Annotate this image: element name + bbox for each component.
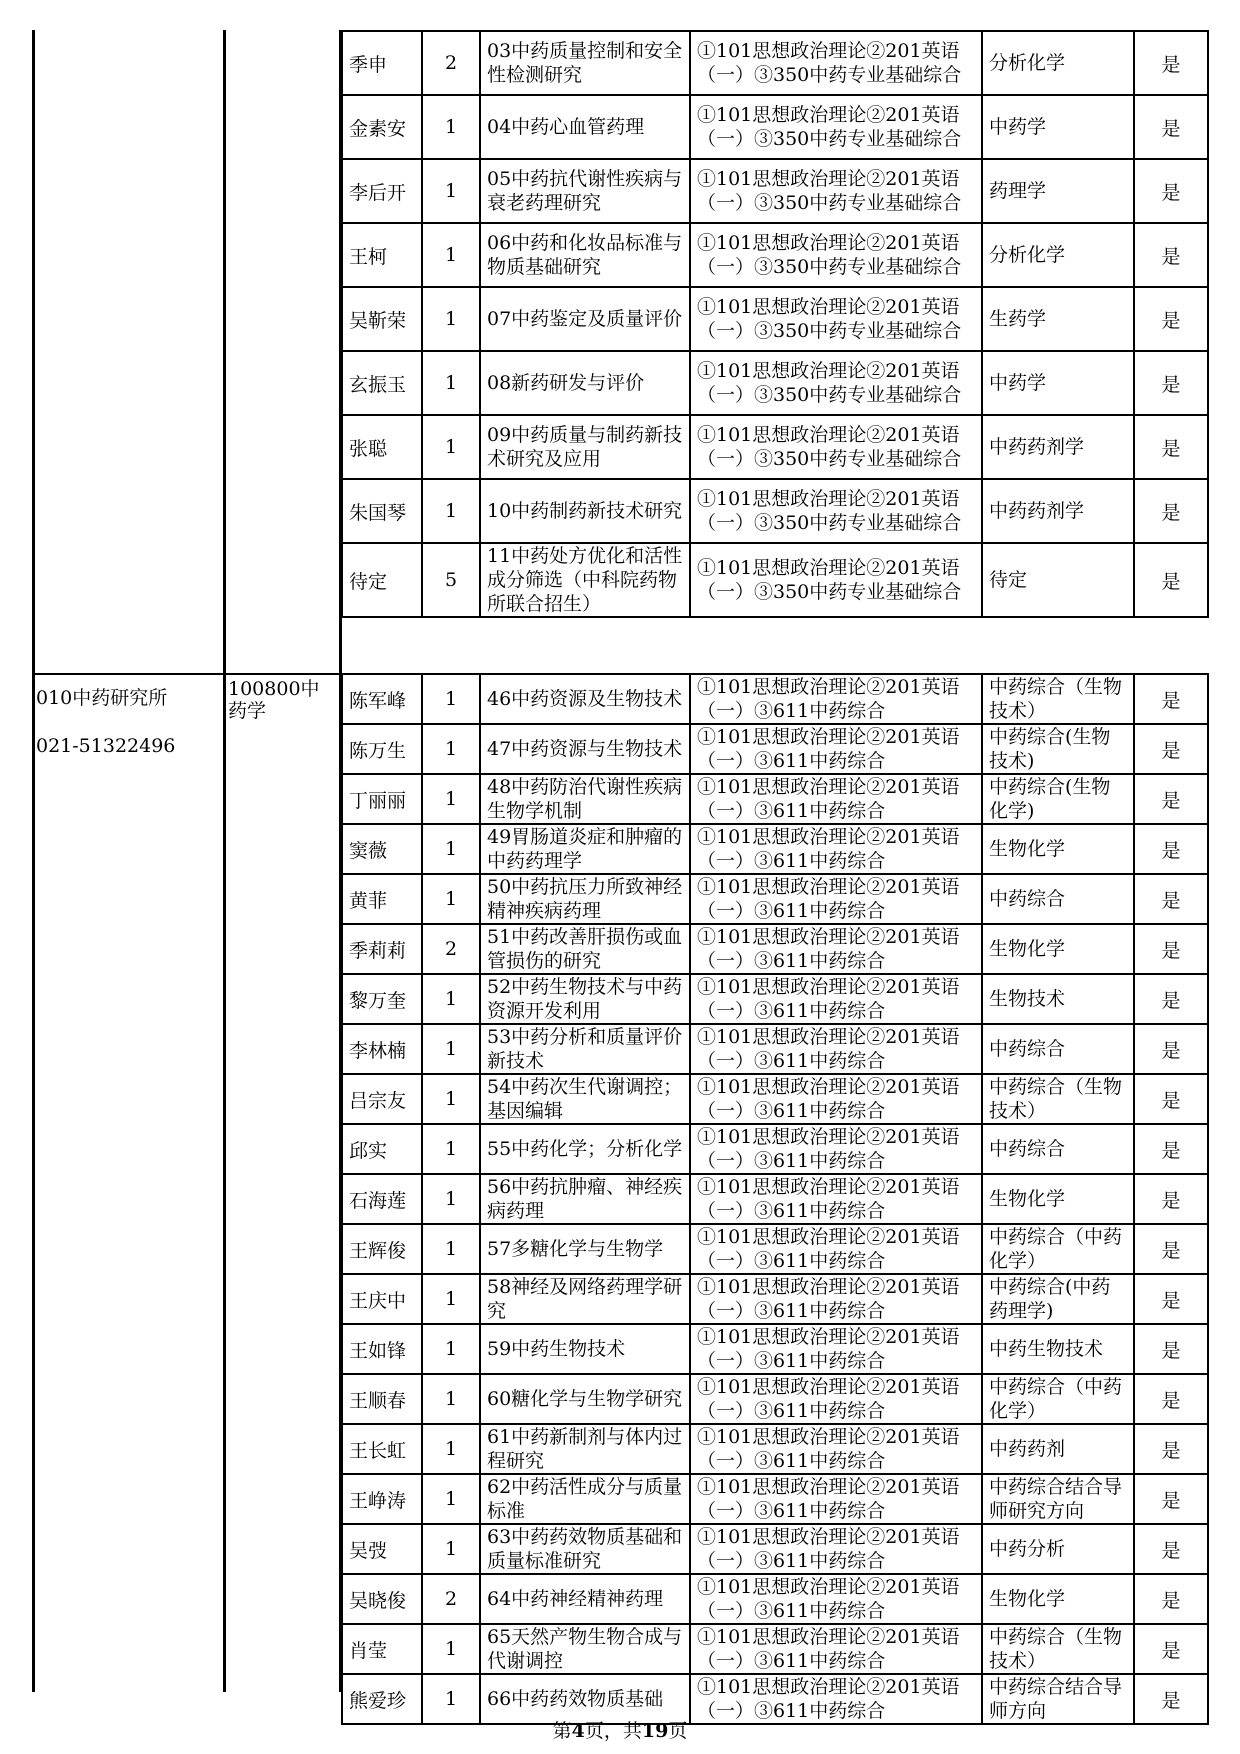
research-direction: 54中药次生代谢调控；基因编辑 (480, 1074, 690, 1124)
advisor-name: 朱国琴 (342, 479, 422, 543)
footer-text: 第 (552, 1720, 572, 1742)
enrollment-flag: 是 (1134, 1124, 1208, 1174)
enrollment-flag: 是 (1134, 223, 1208, 287)
research-direction: 64中药神经精神药理 (480, 1574, 690, 1624)
enrollment-flag: 是 (1134, 1274, 1208, 1324)
advisor-name: 陈军峰 (342, 674, 422, 724)
page-footer (0, 1716, 1240, 1743)
retest-subject: 中药学 (982, 351, 1134, 415)
exam-subjects: ①101思想政治理论②201英语（一）③350中药专业基础综合 (690, 159, 982, 223)
research-direction: 59中药生物技术 (480, 1324, 690, 1374)
retest-subject: 药理学 (982, 159, 1134, 223)
quota-count: 1 (422, 223, 480, 287)
advisor-name: 吕宗友 (342, 1074, 422, 1124)
advisor-name: 吴晓俊 (342, 1574, 422, 1624)
page-total: 19 (641, 1720, 669, 1742)
quota-count: 1 (422, 159, 480, 223)
enrollment-flag: 是 (1134, 31, 1208, 95)
exam-subjects: ①101思想政治理论②201英语（一）③611中药综合 (690, 1674, 982, 1724)
research-direction: 53中药分析和质量评价新技术 (480, 1024, 690, 1074)
retest-subject: 中药分析 (982, 1524, 1134, 1574)
quota-count: 1 (422, 724, 480, 774)
quota-count: 1 (422, 1124, 480, 1174)
quota-count: 1 (422, 1674, 480, 1724)
quota-count: 1 (422, 824, 480, 874)
enrollment-flag: 是 (1134, 415, 1208, 479)
advisor-name: 陈万生 (342, 724, 422, 774)
table-top (341, 30, 1209, 618)
table-row (342, 824, 1208, 874)
retest-subject: 生物化学 (982, 924, 1134, 974)
exam-subjects: ①101思想政治理论②201英语（一）③350中药专业基础综合 (690, 479, 982, 543)
enrollment-flag: 是 (1134, 1624, 1208, 1674)
enrollment-flag: 是 (1134, 479, 1208, 543)
advisor-name: 吴弢 (342, 1524, 422, 1574)
dept-phone: 021-51322496 (36, 735, 176, 757)
advisor-name: 季莉莉 (342, 924, 422, 974)
research-direction: 50中药抗压力所致神经精神疾病药理 (480, 874, 690, 924)
retest-subject: 分析化学 (982, 223, 1134, 287)
table-row (342, 1174, 1208, 1224)
table-row (342, 95, 1208, 159)
exam-subjects: ①101思想政治理论②201英语（一）③611中药综合 (690, 1374, 982, 1424)
retest-subject: 中药生物技术 (982, 1324, 1134, 1374)
advisor-name: 张聪 (342, 415, 422, 479)
exam-subjects: ①101思想政治理论②201英语（一）③611中药综合 (690, 1474, 982, 1524)
table-row (342, 1324, 1208, 1374)
retest-subject: 分析化学 (982, 31, 1134, 95)
retest-subject: 生物化学 (982, 1574, 1134, 1624)
research-direction: 06中药和化妆品标准与物质基础研究 (480, 223, 690, 287)
exam-subjects: ①101思想政治理论②201英语（一）③611中药综合 (690, 1224, 982, 1274)
advisor-name: 季申 (342, 31, 422, 95)
enrollment-flag: 是 (1134, 1574, 1208, 1624)
quota-count: 1 (422, 351, 480, 415)
col-divider-line (223, 30, 226, 1692)
advisor-name: 金素安 (342, 95, 422, 159)
enrollment-flag: 是 (1134, 1324, 1208, 1374)
research-direction: 51中药改善肝损伤或血管损伤的研究 (480, 924, 690, 974)
quota-count: 1 (422, 479, 480, 543)
advisor-name: 邱实 (342, 1124, 422, 1174)
enrollment-flag: 是 (1134, 1224, 1208, 1274)
exam-subjects: ①101思想政治理论②201英语（一）③350中药专业基础综合 (690, 223, 982, 287)
section-divider (32, 673, 341, 675)
table-row (342, 1574, 1208, 1624)
dept-name: 010中药研究所 (36, 687, 168, 709)
enrollment-flag: 是 (1134, 1524, 1208, 1574)
table-row (342, 724, 1208, 774)
exam-subjects: ①101思想政治理论②201英语（一）③611中药综合 (690, 1424, 982, 1474)
table-row (342, 874, 1208, 924)
exam-subjects: ①101思想政治理论②201英语（一）③611中药综合 (690, 674, 982, 724)
exam-subjects: ①101思想政治理论②201英语（一）③350中药专业基础综合 (690, 415, 982, 479)
retest-subject: 中药综合 (982, 874, 1134, 924)
research-direction: 57多糖化学与生物学 (480, 1224, 690, 1274)
research-direction: 08新药研发与评价 (480, 351, 690, 415)
advisor-name: 王长虹 (342, 1424, 422, 1474)
exam-subjects: ①101思想政治理论②201英语（一）③611中药综合 (690, 1124, 982, 1174)
research-direction: 48中药防治代谢性疾病生物学机制 (480, 774, 690, 824)
page-number: 4 (571, 1720, 585, 1742)
quota-count: 1 (422, 1224, 480, 1274)
table-row (342, 159, 1208, 223)
exam-subjects: ①101思想政治理论②201英语（一）③611中药综合 (690, 774, 982, 824)
footer-text: 页 (668, 1720, 688, 1742)
advisor-name: 王顺春 (342, 1374, 422, 1424)
research-direction: 63中药药效物质基础和质量标准研究 (480, 1524, 690, 1574)
advisor-name: 石海莲 (342, 1174, 422, 1224)
enrollment-flag: 是 (1134, 974, 1208, 1024)
advisor-name: 窦薇 (342, 824, 422, 874)
retest-subject: 中药综合(生物化学) (982, 774, 1134, 824)
enrollment-flag: 是 (1134, 1474, 1208, 1524)
table-row (342, 31, 1208, 95)
research-direction: 10中药制药新技术研究 (480, 479, 690, 543)
table-row (342, 1374, 1208, 1424)
table-row (342, 674, 1208, 724)
exam-subjects: ①101思想政治理论②201英语（一）③611中药综合 (690, 1524, 982, 1574)
table-row (342, 1524, 1208, 1574)
exam-subjects: ①101思想政治理论②201英语（一）③350中药专业基础综合 (690, 287, 982, 351)
enrollment-flag: 是 (1134, 1074, 1208, 1124)
exam-subjects: ①101思想政治理论②201英语（一）③611中药综合 (690, 924, 982, 974)
retest-subject: 生物技术 (982, 974, 1134, 1024)
enrollment-flag: 是 (1134, 824, 1208, 874)
retest-subject: 中药综合（生物技术） (982, 1074, 1134, 1124)
research-direction: 04中药心血管药理 (480, 95, 690, 159)
research-direction: 46中药资源及生物技术 (480, 674, 690, 724)
table-row (342, 415, 1208, 479)
quota-count: 1 (422, 1474, 480, 1524)
advisor-name: 吴靳荣 (342, 287, 422, 351)
research-direction: 65天然产物生物合成与代谢调控 (480, 1624, 690, 1674)
enrollment-flag: 是 (1134, 774, 1208, 824)
advisor-name: 丁丽丽 (342, 774, 422, 824)
quota-count: 2 (422, 1574, 480, 1624)
quota-count: 1 (422, 1624, 480, 1674)
research-direction: 47中药资源与生物技术 (480, 724, 690, 774)
exam-subjects: ①101思想政治理论②201英语（一）③611中药综合 (690, 1574, 982, 1624)
research-direction: 05中药抗代谢性疾病与衰老药理研究 (480, 159, 690, 223)
quota-count: 1 (422, 1274, 480, 1324)
table-row (342, 1124, 1208, 1174)
research-direction: 09中药质量与制药新技术研究及应用 (480, 415, 690, 479)
table-row (342, 479, 1208, 543)
research-direction: 55中药化学；分析化学 (480, 1124, 690, 1174)
table-row (342, 1474, 1208, 1524)
quota-count: 1 (422, 1174, 480, 1224)
advisor-name: 待定 (342, 543, 422, 617)
table-row (342, 543, 1208, 617)
research-direction: 61中药新制剂与体内过程研究 (480, 1424, 690, 1474)
quota-count: 2 (422, 924, 480, 974)
advisor-name: 李林楠 (342, 1024, 422, 1074)
advisor-name: 熊爱珍 (342, 1674, 422, 1724)
retest-subject: 中药综合结合导师方向 (982, 1674, 1134, 1724)
left-border-line (32, 30, 35, 1692)
enrollment-flag: 是 (1134, 1024, 1208, 1074)
research-direction: 52中药生物技术与中药资源开发利用 (480, 974, 690, 1024)
enrollment-flag: 是 (1134, 674, 1208, 724)
exam-subjects: ①101思想政治理论②201英语（一）③611中药综合 (690, 1624, 982, 1674)
retest-subject: 中药综合 (982, 1124, 1134, 1174)
table-row (342, 774, 1208, 824)
advisor-name: 肖莹 (342, 1624, 422, 1674)
retest-subject: 生物化学 (982, 824, 1134, 874)
quota-count: 1 (422, 1074, 480, 1124)
retest-subject: 待定 (982, 543, 1134, 617)
table-row (342, 1274, 1208, 1324)
quota-count: 5 (422, 543, 480, 617)
table-row (342, 974, 1208, 1024)
enrollment-flag: 是 (1134, 874, 1208, 924)
retest-subject: 中药综合(中药药理学) (982, 1274, 1134, 1324)
major-name: 100800中药学 (228, 678, 320, 722)
quota-count: 1 (422, 1374, 480, 1424)
quota-count: 1 (422, 674, 480, 724)
enrollment-flag: 是 (1134, 543, 1208, 617)
retest-subject: 中药综合（生物技术） (982, 1624, 1134, 1674)
enrollment-flag: 是 (1134, 159, 1208, 223)
retest-subject: 中药综合（中药化学） (982, 1224, 1134, 1274)
retest-subject: 中药药剂 (982, 1424, 1134, 1474)
footer-text: 页，共 (584, 1720, 642, 1742)
retest-subject: 中药综合(生物技术) (982, 724, 1134, 774)
retest-subject: 生药学 (982, 287, 1134, 351)
retest-subject: 中药综合结合导师研究方向 (982, 1474, 1134, 1524)
quota-count: 1 (422, 287, 480, 351)
quota-count: 1 (422, 1524, 480, 1574)
table-row (342, 223, 1208, 287)
retest-subject: 中药药剂学 (982, 479, 1134, 543)
retest-subject: 中药综合 (982, 1024, 1134, 1074)
research-direction: 58神经及网络药理学研究 (480, 1274, 690, 1324)
table-row (342, 1024, 1208, 1074)
table-row (342, 1224, 1208, 1274)
table-bottom (341, 673, 1209, 1725)
advisor-name: 王辉俊 (342, 1224, 422, 1274)
quota-count: 1 (422, 1024, 480, 1074)
enrollment-flag: 是 (1134, 1424, 1208, 1474)
quota-count: 1 (422, 774, 480, 824)
table-row (342, 351, 1208, 415)
advisor-name: 黎万奎 (342, 974, 422, 1024)
exam-subjects: ①101思想政治理论②201英语（一）③350中药专业基础综合 (690, 543, 982, 617)
table-row (342, 924, 1208, 974)
advisor-name: 王峥涛 (342, 1474, 422, 1524)
research-direction: 11中药处方优化和活性成分筛选（中科院药物所联合招生） (480, 543, 690, 617)
table-row (342, 1624, 1208, 1674)
exam-subjects: ①101思想政治理论②201英语（一）③350中药专业基础综合 (690, 95, 982, 159)
advisor-name: 王柯 (342, 223, 422, 287)
table-row (342, 1074, 1208, 1124)
exam-subjects: ①101思想政治理论②201英语（一）③611中药综合 (690, 1174, 982, 1224)
enrollment-flag: 是 (1134, 1674, 1208, 1724)
enrollment-flag: 是 (1134, 351, 1208, 415)
quota-count: 1 (422, 1424, 480, 1474)
research-direction: 66中药药效物质基础 (480, 1674, 690, 1724)
quota-count: 1 (422, 415, 480, 479)
retest-subject: 中药综合（中药化学） (982, 1374, 1134, 1424)
research-direction: 07中药鉴定及质量评价 (480, 287, 690, 351)
enrollment-flag: 是 (1134, 95, 1208, 159)
advisor-name: 黄菲 (342, 874, 422, 924)
exam-subjects: ①101思想政治理论②201英语（一）③350中药专业基础综合 (690, 351, 982, 415)
quota-count: 2 (422, 31, 480, 95)
exam-subjects: ①101思想政治理论②201英语（一）③611中药综合 (690, 974, 982, 1024)
exam-subjects: ①101思想政治理论②201英语（一）③611中药综合 (690, 724, 982, 774)
exam-subjects: ①101思想政治理论②201英语（一）③611中药综合 (690, 1324, 982, 1374)
quota-count: 1 (422, 1324, 480, 1374)
enrollment-flag: 是 (1134, 1174, 1208, 1224)
table-row (342, 287, 1208, 351)
exam-subjects: ①101思想政治理论②201英语（一）③611中药综合 (690, 874, 982, 924)
retest-subject: 中药药剂学 (982, 415, 1134, 479)
research-direction: 60糖化学与生物学研究 (480, 1374, 690, 1424)
table-row (342, 1424, 1208, 1474)
research-direction: 03中药质量控制和安全性检测研究 (480, 31, 690, 95)
enrollment-flag: 是 (1134, 724, 1208, 774)
advisor-name: 王庆中 (342, 1274, 422, 1324)
enrollment-flag: 是 (1134, 287, 1208, 351)
quota-count: 1 (422, 974, 480, 1024)
quota-count: 1 (422, 874, 480, 924)
retest-subject: 中药综合（生物技术） (982, 674, 1134, 724)
exam-subjects: ①101思想政治理论②201英语（一）③350中药专业基础综合 (690, 31, 982, 95)
advisor-name: 玄振玉 (342, 351, 422, 415)
exam-subjects: ①101思想政治理论②201英语（一）③611中药综合 (690, 1074, 982, 1124)
enrollment-flag: 是 (1134, 924, 1208, 974)
advisor-name: 王如锋 (342, 1324, 422, 1374)
research-direction: 56中药抗肿瘤、神经疾病药理 (480, 1174, 690, 1224)
exam-subjects: ①101思想政治理论②201英语（一）③611中药综合 (690, 1274, 982, 1324)
research-direction: 62中药活性成分与质量标准 (480, 1474, 690, 1524)
retest-subject: 生物化学 (982, 1174, 1134, 1224)
exam-subjects: ①101思想政治理论②201英语（一）③611中药综合 (690, 824, 982, 874)
quota-count: 1 (422, 95, 480, 159)
exam-subjects: ①101思想政治理论②201英语（一）③611中药综合 (690, 1024, 982, 1074)
retest-subject: 中药学 (982, 95, 1134, 159)
advisor-name: 李后开 (342, 159, 422, 223)
enrollment-flag: 是 (1134, 1374, 1208, 1424)
research-direction: 49胃肠道炎症和肿瘤的中药药理学 (480, 824, 690, 874)
